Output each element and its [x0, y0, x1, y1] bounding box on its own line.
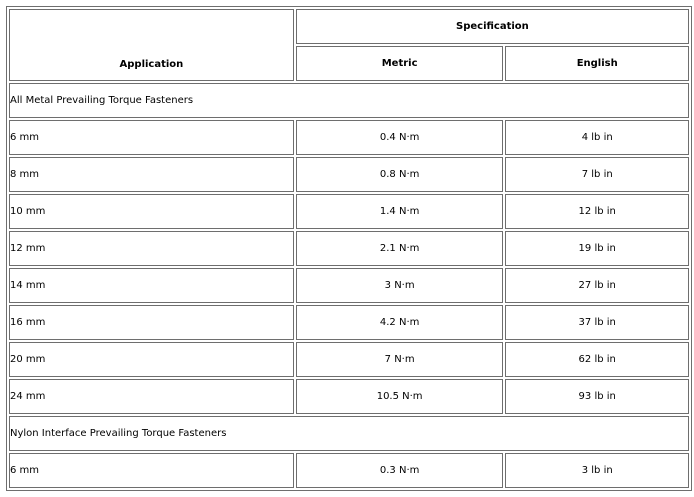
torque-spec-table: [6, 6, 692, 491]
metric-cell: 3 N·m: [296, 268, 504, 303]
group-row-all-metal: [9, 83, 689, 118]
metric-cell: 7 N·m: [296, 342, 504, 377]
spec-table-container: [6, 6, 692, 491]
english-cell: 3 lb in: [505, 453, 689, 488]
group-title: All Metal Prevailing Torque Fasteners: [9, 83, 689, 118]
group-title: Nylon Interface Prevailing Torque Fasteners: [9, 416, 689, 451]
size-cell: 14 mm: [9, 268, 294, 303]
size-cell: 12 mm: [9, 231, 294, 266]
english-cell: 62 lb in: [505, 342, 689, 377]
table-row: [9, 379, 689, 414]
table-row: [9, 120, 689, 155]
table-row: [9, 453, 689, 488]
table-row: [9, 157, 689, 192]
table-row: [9, 231, 689, 266]
metric-cell: 2.1 N·m: [296, 231, 504, 266]
specification-header: Specification: [296, 9, 689, 44]
english-cell: 27 lb in: [505, 268, 689, 303]
metric-cell: 4.2 N·m: [296, 305, 504, 340]
english-cell: 4 lb in: [505, 120, 689, 155]
size-cell: 6 mm: [9, 453, 294, 488]
english-cell: 19 lb in: [505, 231, 689, 266]
size-cell: 6 mm: [9, 120, 294, 155]
english-cell: 7 lb in: [505, 157, 689, 192]
table-row: [9, 268, 689, 303]
english-cell: 12 lb in: [505, 194, 689, 229]
english-header: English: [505, 46, 689, 81]
size-cell: 16 mm: [9, 305, 294, 340]
metric-cell: 0.8 N·m: [296, 157, 504, 192]
english-cell: 93 lb in: [505, 379, 689, 414]
english-cell: 37 lb in: [505, 305, 689, 340]
header-row-top: [9, 9, 689, 44]
group-row-nylon: [9, 416, 689, 451]
size-cell: 24 mm: [9, 379, 294, 414]
table-row: [9, 194, 689, 229]
size-cell: 10 mm: [9, 194, 294, 229]
metric-cell: 0.3 N·m: [296, 453, 504, 488]
metric-header: Metric: [296, 46, 504, 81]
size-cell: 8 mm: [9, 157, 294, 192]
size-cell: 20 mm: [9, 342, 294, 377]
metric-cell: 0.4 N·m: [296, 120, 504, 155]
table-row: [9, 305, 689, 340]
application-header: Application: [9, 9, 294, 81]
table-row: [9, 342, 689, 377]
metric-cell: 10.5 N·m: [296, 379, 504, 414]
metric-cell: 1.4 N·m: [296, 194, 504, 229]
